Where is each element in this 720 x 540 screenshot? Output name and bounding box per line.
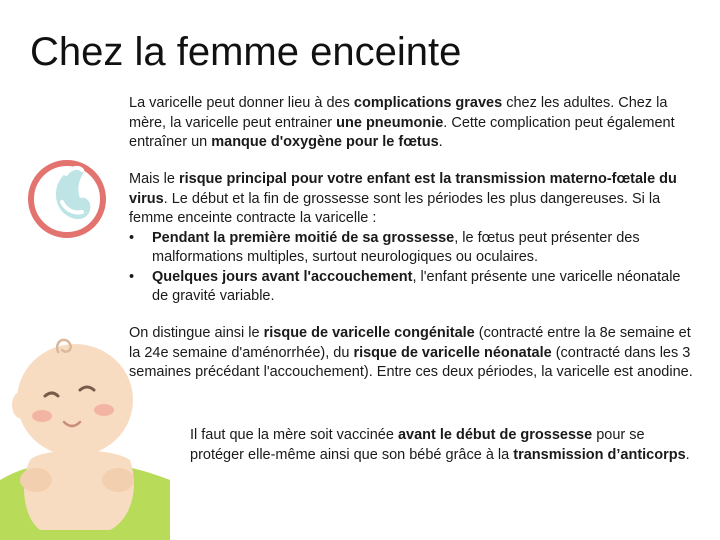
paragraph-complications [129,94,699,153]
page-title: Chez la femme enceinte [30,30,462,74]
p2-bold-1: risque principal pour votre enfant est la transmission materno-fœtale du virus [129,171,677,207]
paragraph-main-risk [129,170,699,307]
bullet-mark: • [129,229,135,246]
p3-text-1: On distingue ainsi le [129,325,264,341]
pregnant-woman-icon [26,158,108,240]
bullet-text: , l'enfant présente une varicelle néonatale de gravité variable. [152,268,681,304]
p4-text-2: pour se protéger elle-même ainsi que son bébé grâce à la [190,427,645,463]
p4-bold-1: avant le début de grossesse [397,427,593,443]
p1-bold-2: une pneumonie [336,114,444,131]
p4-text-1: Il faut que la mère soit vaccinée [190,427,398,443]
bullet-text: , le fœtus peut présenter des malformations multiples, surtout neurologiques ou oculaires. [152,229,640,265]
paragraph-risk-types [129,324,699,383]
paragraph-vaccination [190,426,700,465]
p1-bold-3: manque d'oxygène pour le fœtus [211,134,439,150]
p2-text-1: Mais le [129,171,179,187]
p1-text-4: . [438,134,443,150]
list-item [129,268,699,307]
p1-bold-1: complications graves [353,95,503,111]
p3-bold-2: risque de varicelle néonatale [353,344,552,361]
p4-text-3: . [685,446,690,463]
p1-text-3: . Cette complication peut également entraîner un [129,114,675,150]
p1-text-1: La varicelle peut donner lieu à des [129,95,354,111]
p3-bold-1: risque de varicelle congénitale [263,325,475,341]
p2-text-2: . Le début et la fin de grossesse sont les périodes les plus dangereuses. Si la femme enceinte contracte la varicelle : [129,190,661,226]
list-item [129,229,699,268]
p3-text-2: (contracté entre la 8e semaine et la 24e semaine d'aménorrhée), du [129,325,691,361]
p4-bold-2: transmission d’anticorps [513,446,686,463]
bullet-mark: • [129,268,135,285]
p1-text-2: chez les adultes. Chez la mère, la varicelle peut entrainer [129,95,668,131]
p3-text-3: (contracté dans les 3 semaines précédant l'accouchement). Entre ces deux périodes, la varicelle est anodine. [129,344,693,380]
bullet-bold: Pendant la première moitié de sa grossesse [152,229,455,246]
bullet-bold: Quelques jours avant l'accouchement [152,268,413,285]
